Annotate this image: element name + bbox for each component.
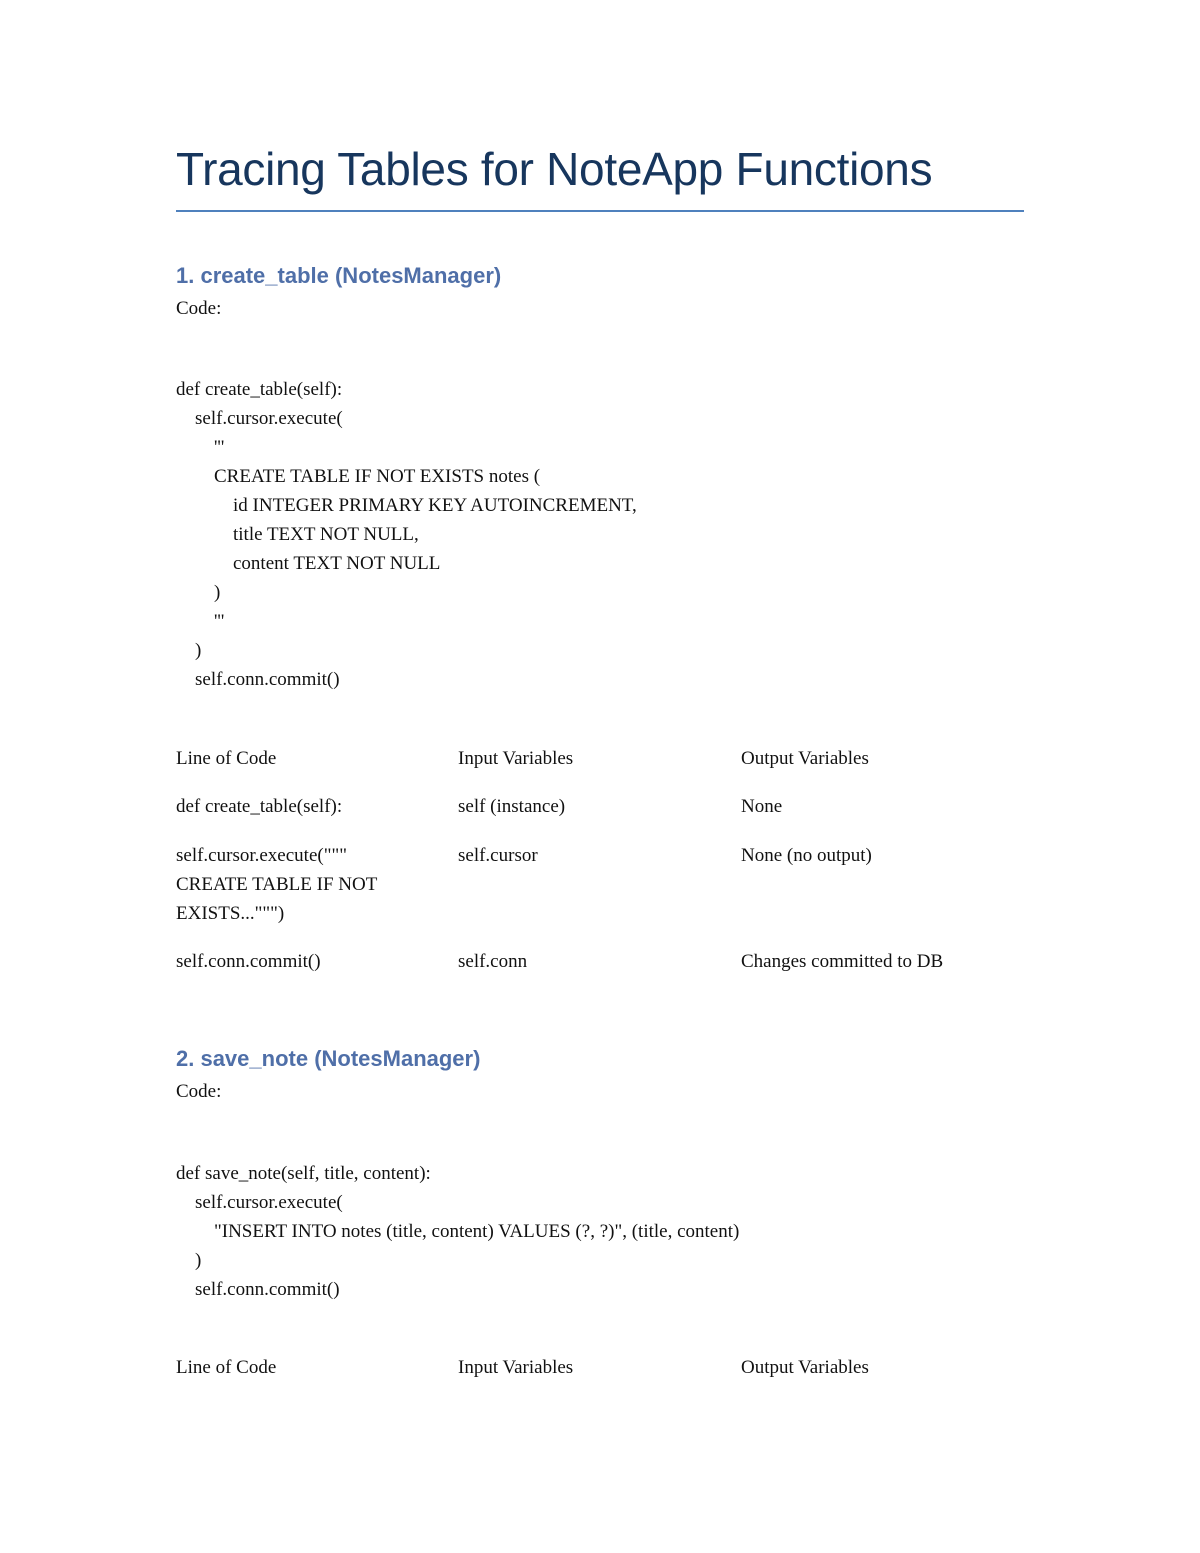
table-cell: def create_table(self): [176, 796, 343, 817]
tracing-table-create-table [176, 744, 1031, 976]
table-row [176, 947, 1031, 976]
table-cell: self.conn.commit() [176, 951, 321, 972]
table-cell: self.conn [458, 951, 528, 972]
code-line: content TEXT NOT NULL [176, 553, 441, 574]
table-cell: self.cursor.execute(""" CREATE TABLE IF NOT EXISTS...""") [176, 845, 377, 924]
code-line: ) [176, 582, 221, 603]
code-line: CREATE TABLE IF NOT EXISTS notes ( [176, 466, 541, 487]
code-line: self.conn.commit() [176, 1279, 340, 1300]
column-header: Line of Code [176, 1357, 277, 1378]
column-header: Line of Code [176, 748, 277, 769]
column-header: Input Variables [458, 1357, 574, 1378]
table-header-row [176, 1353, 1031, 1382]
table-row [176, 792, 1031, 821]
code-line: ) [176, 1250, 202, 1271]
code-label: Code: [176, 298, 222, 319]
code-line: self.cursor.execute( [176, 1192, 343, 1213]
code-line: ''' [176, 611, 225, 632]
column-header: Input Variables [458, 748, 574, 769]
code-block-save-note [176, 1159, 739, 1304]
code-line: ) [176, 640, 202, 661]
code-block-create-table [176, 375, 637, 694]
section-heading-save-note: 2. save_note (NotesManager) [176, 1046, 481, 1071]
code-line: self.conn.commit() [176, 669, 340, 690]
table-cell: self.cursor [458, 845, 538, 866]
tracing-table-save-note [176, 1353, 1031, 1382]
table-header-row [176, 744, 1031, 773]
code-line: title TEXT NOT NULL, [176, 524, 419, 545]
column-header: Output Variables [741, 1357, 869, 1378]
table-cell: self (instance) [458, 796, 566, 817]
table-cell: None [741, 796, 783, 817]
column-header: Output Variables [741, 748, 869, 769]
code-line: ''' [176, 437, 225, 458]
code-line: id INTEGER PRIMARY KEY AUTOINCREMENT, [176, 495, 637, 516]
title-underline [176, 210, 1024, 212]
code-label: Code: [176, 1081, 222, 1102]
code-line: self.cursor.execute( [176, 408, 343, 429]
document-title: Tracing Tables for NoteApp Functions [176, 143, 933, 195]
code-line: def save_note(self, title, content): [176, 1163, 431, 1184]
code-line: "INSERT INTO notes (title, content) VALUES (?, ?)", (title, content) [176, 1221, 740, 1242]
table-row [176, 841, 1031, 928]
code-line: def create_table(self): [176, 379, 343, 400]
section-heading-create-table: 1. create_table (NotesManager) [176, 263, 502, 288]
table-cell: None (no output) [741, 845, 872, 866]
table-cell: Changes committed to DB [741, 951, 944, 972]
